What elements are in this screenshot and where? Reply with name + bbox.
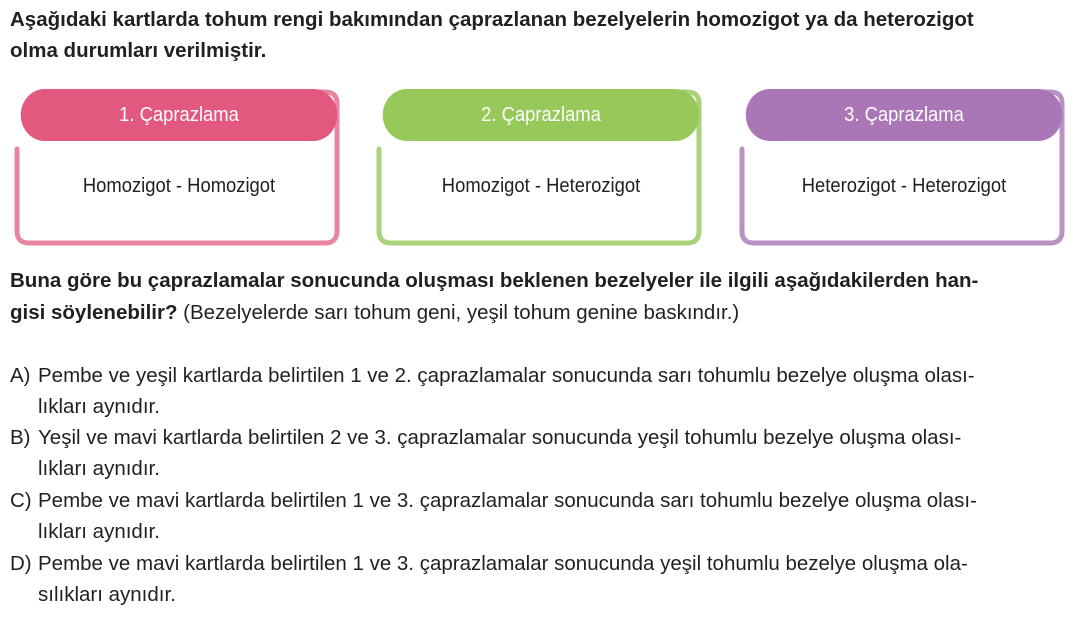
- option-b-letter: B): [10, 426, 31, 449]
- card-2-header: [383, 89, 699, 141]
- question-bold-line-2: gisi söylenebilir?: [10, 301, 178, 324]
- option-b-line-2: lıkları aynıdır.: [38, 457, 160, 480]
- option-c-line-2: lıkları aynıdır.: [38, 520, 160, 543]
- question-bold-line-1: Buna göre bu çaprazlamalar sonucunda oluşması beklenen bezelyeler ile ilgili aşağıdakilerden han-: [10, 269, 979, 292]
- card-1-title: 1. Çaprazlama: [119, 103, 239, 126]
- option-b-line-1: Yeşil ve mavi kartlarda belirtilen 2 ve 3. çaprazlamalar sonucunda yeşil tohumlu bezelye oluşma olası-: [38, 426, 962, 449]
- question-note: (Bezelyelerde sarı tohum geni, yeşil tohum genine baskındır.): [177, 301, 740, 324]
- option-a-letter: A): [10, 364, 31, 387]
- card-3-title: 3. Çaprazlama: [844, 103, 964, 126]
- option-d-line-1: Pembe ve mavi kartlarda belirtilen 1 ve 3. çaprazlamalar sonucunda yeşil tohumlu bezelye oluşma ola-: [38, 552, 968, 575]
- card-2-body: Homozigot - Heterozigot: [441, 175, 641, 197]
- option-a-line-2: lıkları aynıdır.: [38, 395, 160, 418]
- intro-text: [10, 4, 1080, 66]
- card-3-header: [746, 89, 1062, 141]
- question-text: [10, 265, 1080, 329]
- option-c-letter: C): [10, 489, 32, 512]
- option-d-letter: D): [10, 552, 32, 575]
- option-c-line-1: Pembe ve mavi kartlarda belirtilen 1 ve 3. çaprazlamalar sonucunda sarı tohumlu bezelye oluşma olası-: [38, 489, 977, 512]
- card-3-body: Heterozigot - Heterozigot: [801, 175, 1007, 197]
- option-d-line-2: sılıkları aynıdır.: [38, 583, 176, 606]
- card-2: [369, 89, 713, 247]
- card-3: [732, 89, 1076, 247]
- card-2-title: 2. Çaprazlama: [481, 103, 601, 126]
- intro-line-2: olma durumları verilmiştir.: [10, 39, 267, 62]
- card-1: [7, 89, 351, 247]
- card-1-header: [21, 89, 337, 141]
- intro-line-1: Aşağıdaki kartlarda tohum rengi bakımından çaprazlanan bezelyelerin homozigot ya da heterozigot: [10, 8, 974, 31]
- card-1-body: Homozigot - Homozigot: [82, 175, 276, 197]
- option-a-line-1: Pembe ve yeşil kartlarda belirtilen 1 ve 2. çaprazlamalar sonucunda sarı tohumlu bezelye oluşma olası-: [38, 364, 975, 387]
